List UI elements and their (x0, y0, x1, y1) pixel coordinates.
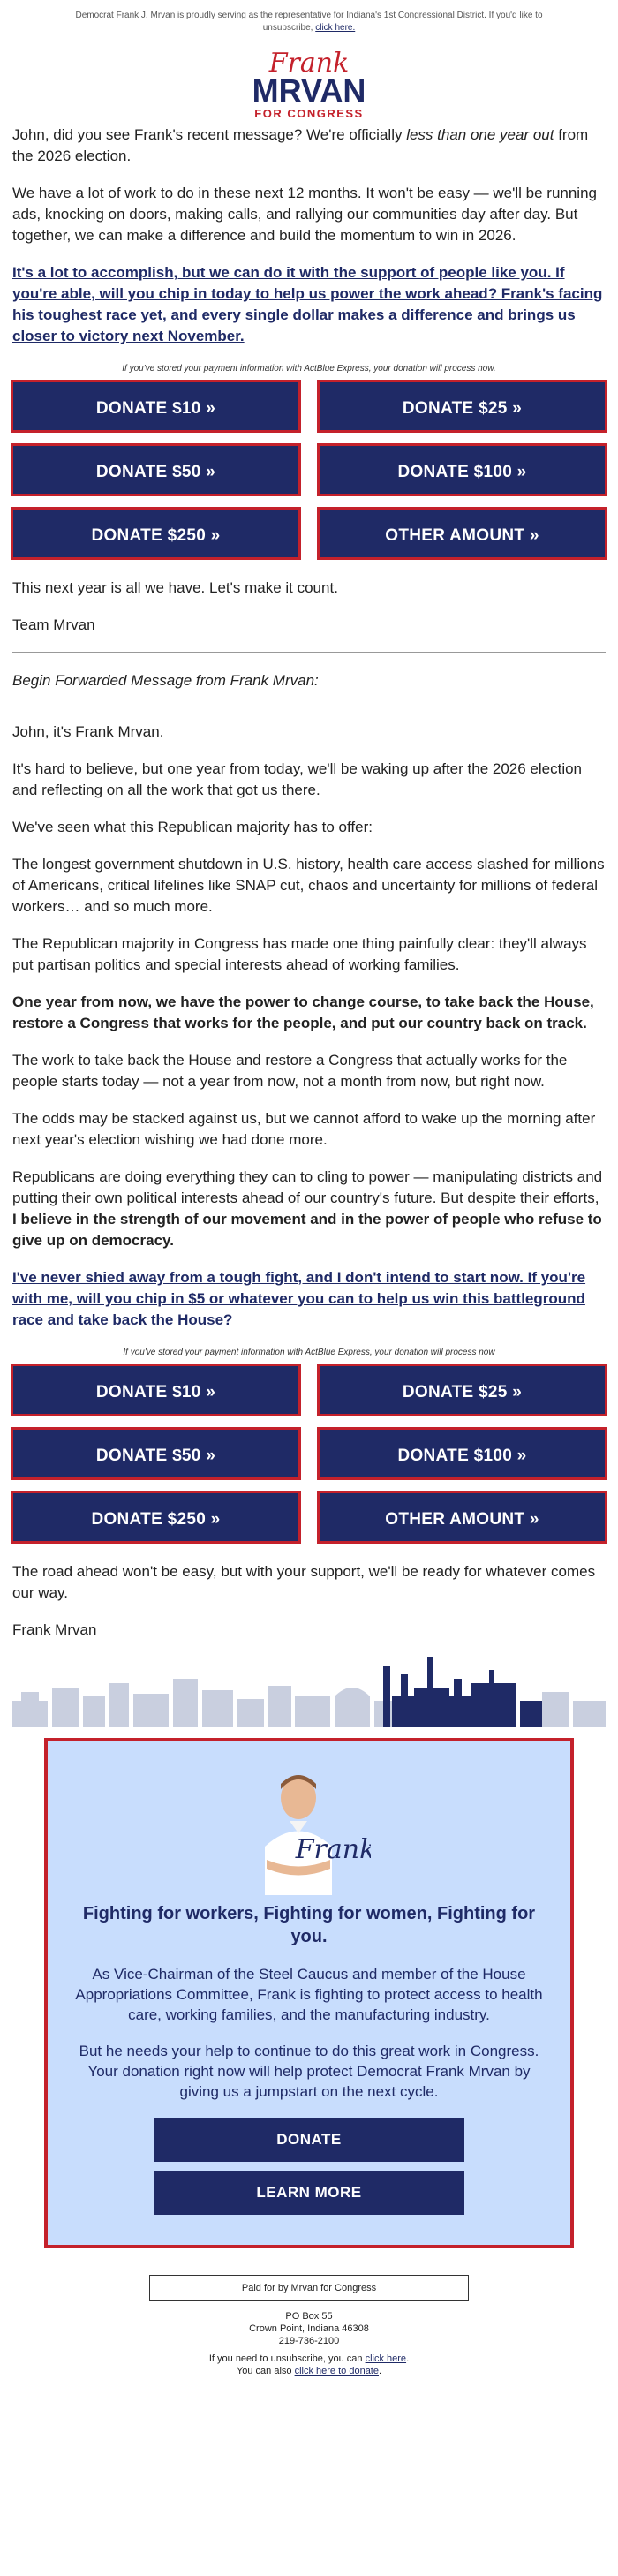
intro-paragraph-2: We have a lot of work to do in these next 12 months. It won't be easy — we'll be running ads, knocking on doors, making calls, and rallying our communities day after day. But together, we can make a difference and build the momentum to win in 2026. (12, 185, 597, 244)
forwarded-p9-bold: I believe in the strength of our movement and in the power of people who refuse to give up on democracy. (12, 1211, 602, 1249)
donate-100-button[interactable]: DONATE $100 » (317, 443, 607, 496)
donate-10-button[interactable]: DONATE $10 » (11, 1364, 301, 1416)
forwarded-header (12, 670, 606, 691)
header-disclaimer (0, 0, 618, 34)
footer-unsub-text: If you need to unsubscribe, you can (208, 2353, 366, 2364)
intro-p1-start: John, did you see Frank's recent message? We're officially (12, 126, 407, 143)
forwarded-signoff: Frank Mrvan (12, 1621, 97, 1638)
promo-donate-button[interactable]: DONATE (154, 2118, 464, 2162)
candidate-photo (247, 1763, 371, 1895)
donate-25-button[interactable]: DONATE $25 » (317, 380, 607, 433)
disclaimer-text: Democrat Frank J. Mrvan is proudly serving as the representative for Indiana's 1st Congressional District. If you'd like to unsubscribe, (75, 11, 543, 33)
intro-p1-emphasis: less than one year out (406, 126, 554, 143)
forwarded-paragraph-8: The odds may be stacked against us, but we cannot afford to wake up the morning after next year's election wishing we had done more. (12, 1110, 596, 1148)
footer-donate-link[interactable]: click here to donate (294, 2366, 379, 2376)
unsubscribe-link-top[interactable]: click here. (315, 23, 356, 33)
logo-script-name: Frank (268, 48, 350, 79)
intro-ask-paragraph (12, 262, 606, 347)
section-divider (12, 652, 606, 653)
logo-tagline: FOR CONGRESS (254, 107, 364, 120)
forwarded-paragraph-5: The Republican majority in Congress has made one thing painfully clear: they'll always put partisan politics and special interests ahead of working families. (12, 935, 587, 973)
promo-headline: Fighting for workers, Fighting for women, Fighting for you. (82, 1904, 536, 1946)
forwarded-closing (0, 1561, 618, 1641)
footer-donate: You can also click here to donate. (236, 2366, 382, 2376)
forwarded-paragraph-6 (12, 992, 606, 1034)
forwarded-paragraph-1: John, it's Frank Mrvan. (12, 723, 164, 740)
intro-ask-link[interactable]: It's a lot to accomplish, but we can do it with the support of people like you. If you're able, will you chip in today to help us power the work ahead? Frank's facing his toughest race yet, and every single dollar makes a difference and brings us closer to victory next November. (12, 264, 603, 344)
campaign-logo (0, 43, 618, 125)
promo-signature: Frank (295, 1834, 371, 1865)
promo-box (44, 1738, 574, 2248)
donate-button-grid-2 (11, 1364, 607, 1544)
footer-unsubscribe-link[interactable]: click here (365, 2353, 407, 2364)
footer-phone: 219-736-2100 (278, 2336, 340, 2346)
intro-paragraph-1 (12, 125, 606, 167)
forwarded-header-text: Begin Forwarded Message from Frank Mrvan: (12, 672, 319, 689)
forwarded-p6-bold: One year from now, we have the power to change course, to take back the House, restore a Congress that works for the people, and put our country back on track. (12, 993, 594, 1031)
footer-address (0, 2310, 618, 2377)
intro-closing (0, 578, 618, 1331)
forwarded-paragraph-4: The longest government shutdown in U.S. history, health care access slashed for millions of Americans, critical lifelines like SNAP cut, chaos and uncertainty for millions of federal workers… and so much more. (12, 856, 605, 915)
footer-unsubscribe: If you need to unsubscribe, you can click here. (208, 2353, 410, 2364)
intro-paragraph-3: This next year is all we have. Let's make it count. (12, 579, 338, 596)
donate-10-button[interactable]: DONATE $10 » (11, 380, 301, 433)
promo-paragraph-1: As Vice-Chairman of the Steel Caucus and member of the House Appropriations Committee, Frank is fighting to protect access to health care, working families, and the manufacturing industry. (75, 1966, 543, 2023)
forwarded-paragraph-10: The road ahead won't be easy, but with your support, we'll be ready for whatever comes our way. (12, 1563, 596, 1601)
donate-button-grid-1 (11, 380, 607, 560)
logo-name: MRVAN (252, 72, 366, 109)
donate-100-button[interactable]: DONATE $100 » (317, 1427, 607, 1480)
forwarded-ask-paragraph (12, 1267, 606, 1331)
actblue-note-1: If you've stored your payment information with ActBlue Express, your donation will process now. (122, 364, 496, 374)
forwarded-paragraph-2: It's hard to believe, but one year from today, we'll be waking up after the 2026 election and reflecting on all the work that got us there. (12, 760, 583, 798)
footer-po-box: PO Box 55 (285, 2311, 333, 2322)
city-skyline-illustration (12, 1657, 606, 1727)
donate-other-amount-button[interactable]: OTHER AMOUNT » (317, 1491, 607, 1544)
paid-for-by-box: Paid for by Mrvan for Congress (149, 2275, 469, 2301)
intro-signoff: Team Mrvan (12, 616, 95, 633)
footer-city: Crown Point, Indiana 46308 (249, 2323, 369, 2334)
donate-50-button[interactable]: DONATE $50 » (11, 1427, 301, 1480)
footer-donate-text: You can also (236, 2366, 295, 2376)
forwarded-paragraph-9 (12, 1167, 606, 1251)
donate-50-button[interactable]: DONATE $50 » (11, 443, 301, 496)
donate-25-button[interactable]: DONATE $25 » (317, 1364, 607, 1416)
donate-250-button[interactable]: DONATE $250 » (11, 507, 301, 560)
forwarded-paragraph-7: The work to take back the House and restore a Congress that actually works for the people starts today — not a year from now, not a month from now, but right now. (12, 1052, 568, 1090)
intro-p1-end: from the 2026 election. (12, 126, 589, 164)
donate-250-button[interactable]: DONATE $250 » (11, 1491, 301, 1544)
promo-paragraph-2: But he needs your help to continue to do this great work in Congress. Your donation right now will help protect Democrat Frank Mrvan by giving us a jumpstart on the next cycle. (79, 2043, 539, 2100)
forwarded-paragraph-3: We've seen what this Republican majority has to offer: (12, 819, 373, 835)
forwarded-p9-start: Republicans are doing everything they can to cling to power — manipulating districts and putting their own political interests ahead of our country's future. But despite their efforts, (12, 1168, 603, 1206)
actblue-note-2: If you've stored your payment information with ActBlue Express, your donation will process now (123, 1348, 495, 1357)
promo-learn-more-button[interactable]: LEARN MORE (154, 2171, 464, 2215)
donate-other-amount-button[interactable]: OTHER AMOUNT » (317, 507, 607, 560)
forwarded-ask-link[interactable]: I've never shied away from a tough fight, and I don't intend to start now. If you're with me, will you chip in $5 or whatever you can to help us win this battleground race and take back the House? (12, 1269, 586, 1328)
intro-section (0, 125, 618, 347)
